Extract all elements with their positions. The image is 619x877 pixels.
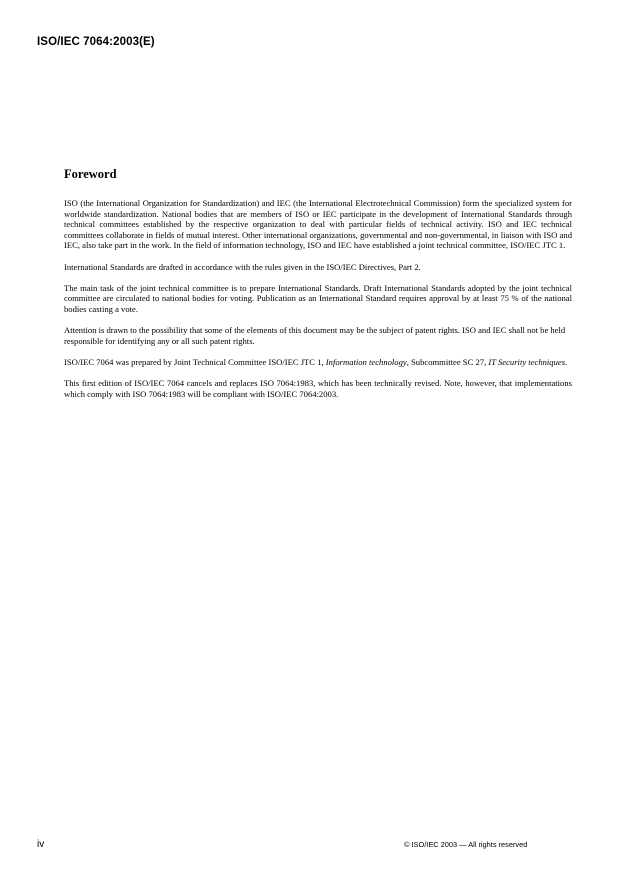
paragraph-prepared-by bbox=[64, 357, 572, 368]
foreword-body bbox=[64, 198, 572, 410]
page-number: iv bbox=[37, 839, 45, 850]
committee-title-italic: Information technology bbox=[325, 356, 407, 367]
paragraph-patent-rights: Attention is drawn to the possibility that some of the elements of this document may be the subject of patent rights. ISO and IEC shall not be held responsible for identifying any or all such patent rights. bbox=[64, 325, 566, 346]
paragraph-edition: This first edition of ISO/IEC 7064 cancels and replaces ISO 7064:1983, which has been technically revised. Note, however, that implementations which comply with ISO 7064:1983 will be compliant with ISO/IEC 7064:2003. bbox=[64, 378, 572, 399]
section-title: Foreword bbox=[64, 167, 117, 181]
prepared-by-text-1: ISO/IEC 7064 was prepared by Joint Technical Committee ISO/IEC JTC 1, bbox=[64, 356, 326, 367]
subcommittee-title-italic: IT Security techniques bbox=[488, 356, 566, 367]
prepared-by-text-2: , Subcommittee SC 27, bbox=[406, 356, 489, 367]
paragraph-main-task: The main task of the joint technical committee is to prepare International Standards. Draft International Standards adopted by the joint technical committee are circulated to national bodies for voting. Publication as an International Standard requires approval by at least 75 % of the national bodies casting a vote. bbox=[64, 282, 572, 314]
document-header: ISO/IEC 7064:2003(E) bbox=[37, 36, 155, 48]
prepared-by-text-3: . bbox=[565, 356, 568, 367]
paragraph-organizations: ISO (the International Organization for Standardization) and IEC (the International Electrotechnical Commission) form the specialized system for worldwide standardization. National bodies that are members of ISO or IEC participate in the development of International Standards through technical committees established by the respective organization to deal with particular fields of technical activity. ISO and IEC technical committees collaborate in fields of mutual interest. Other international organizations, governmental and non-governmental, in liaison with ISO and IEC, also take part in the work. In the field of information technology, ISO and IEC have established a joint technical committee, ISO/IEC JTC 1. bbox=[64, 198, 572, 251]
copyright-notice: © ISO/IEC 2003 — All rights reserved bbox=[404, 840, 528, 849]
paragraph-directives: International Standards are drafted in accordance with the rules given in the ISO/IEC Directives, Part 2. bbox=[64, 261, 421, 272]
